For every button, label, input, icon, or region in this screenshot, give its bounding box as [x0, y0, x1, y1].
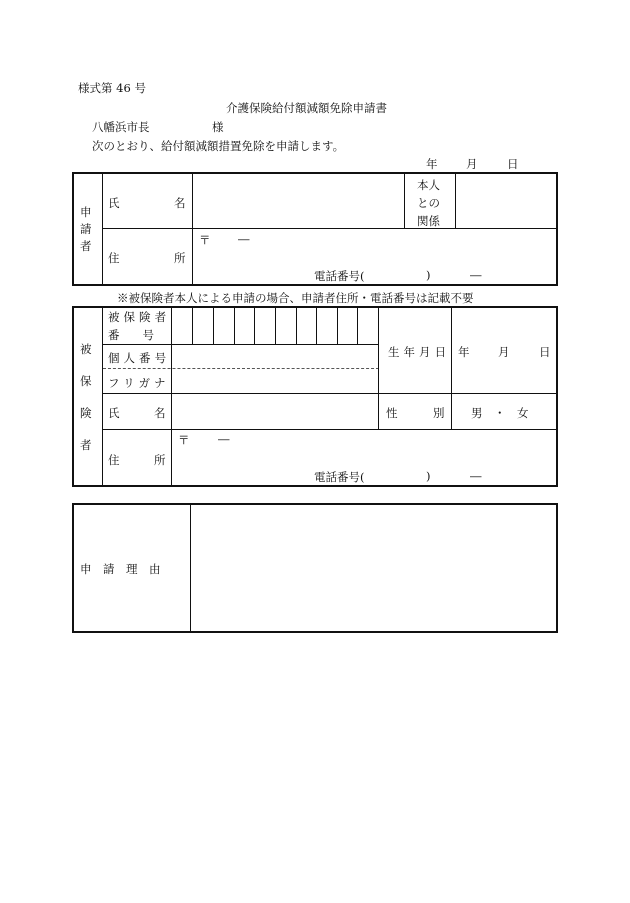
insured-address-field[interactable]: [173, 431, 556, 485]
form-number: 様式第 46 号: [78, 81, 146, 95]
insured-address-label-2: 所: [154, 453, 166, 467]
insured-number-label-1: 被保険者: [108, 310, 171, 324]
insured-number-label-2: 番 号: [108, 328, 154, 342]
intro-text: 次のとおり、給付額減額措置免除を申請します。: [92, 139, 345, 153]
birth-day: 日: [539, 345, 551, 359]
applicant-address-label-2: 所: [174, 251, 186, 265]
insured-phone-label: 電話番号(: [314, 470, 365, 484]
reason-field[interactable]: [192, 505, 556, 631]
relation-label-3: 関係: [417, 214, 440, 228]
birth-date-field[interactable]: [453, 308, 556, 392]
note-text: ※被保険者本人による申請の場合、申請者住所・電話番号は記載不要: [117, 291, 474, 305]
document-title: 介護保険給付額減額免除申請書: [226, 101, 387, 115]
insured-section-label-3: 険: [80, 406, 92, 420]
birth-year: 年: [458, 345, 470, 359]
relation-label-1: 本人: [417, 178, 440, 192]
insured-name-label-2: 名: [154, 406, 166, 420]
reason-label: 申 請 理 由: [80, 562, 161, 576]
personal-number-label: 個人番号: [108, 351, 171, 365]
insured-name-label-1: 氏: [108, 406, 120, 420]
honorific: 様: [212, 120, 224, 134]
applicant-section-label-3: 者: [80, 239, 92, 253]
birth-month: 月: [498, 345, 510, 359]
furigana-label: フリガナ: [108, 376, 170, 390]
furigana-field[interactable]: [173, 370, 377, 392]
applicant-address-field[interactable]: [194, 230, 556, 284]
date-day: 日: [507, 157, 519, 171]
applicant-name-label-1: 氏: [108, 196, 120, 210]
applicant-phone-dash: ―: [470, 268, 482, 282]
applicant-postal-mark: 〒: [199, 233, 211, 247]
sex-label-1: 性: [386, 406, 398, 420]
personal-number-field[interactable]: [173, 346, 377, 367]
applicant-phone-label: 電話番号(: [314, 269, 365, 283]
addressee: 八幡浜市長: [92, 120, 150, 134]
insured-number-field[interactable]: [173, 308, 377, 343]
insured-phone-close: ): [426, 469, 431, 483]
sex-label-2: 別: [433, 406, 445, 420]
applicant-section-label-2: 請: [80, 222, 92, 236]
insured-phone-dash: ―: [470, 469, 482, 483]
insured-postal-mark: 〒: [178, 433, 190, 447]
applicant-postal-dash: ―: [238, 232, 250, 246]
applicant-name-label-2: 名: [174, 196, 186, 210]
birth-date-label: 生年月日: [388, 345, 451, 359]
insured-section-label-1: 被: [80, 342, 92, 356]
insured-name-field[interactable]: [173, 395, 377, 428]
relation-field[interactable]: [457, 174, 556, 227]
date-month: 月: [466, 157, 478, 171]
date-year: 年: [426, 157, 438, 171]
insured-section-label-2: 保: [80, 374, 92, 388]
applicant-phone-close: ): [426, 268, 431, 282]
insured-postal-dash: ―: [218, 432, 230, 446]
insured-address-label-1: 住: [108, 453, 120, 467]
applicant-name-field[interactable]: [194, 174, 403, 227]
sex-options[interactable]: 男 ・ 女: [471, 406, 529, 420]
applicant-section-label-1: 申: [80, 205, 92, 219]
relation-label-2: との: [417, 196, 440, 210]
insured-section-label-4: 者: [80, 438, 92, 452]
applicant-address-label-1: 住: [108, 251, 120, 265]
